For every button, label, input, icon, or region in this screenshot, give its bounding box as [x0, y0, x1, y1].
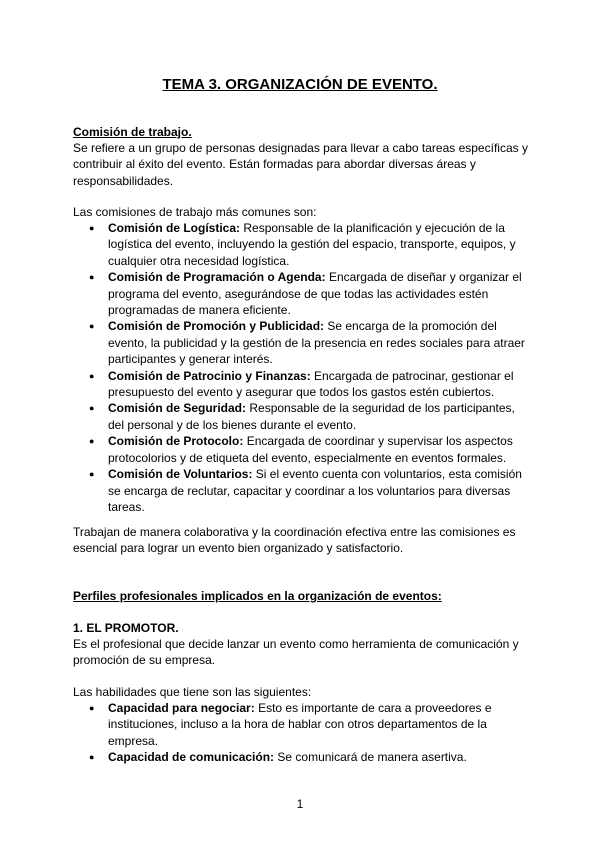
comision-list — [73, 220, 533, 515]
page-title: TEMA 3. ORGANIZACIÓN DE EVENTO. — [162, 76, 438, 93]
list-item — [73, 220, 533, 269]
list-item-term: Capacidad de comunicación: — [108, 750, 275, 765]
list-item-text: Esto es importante de cara a proveedores e instituciones, incluso a la hora de hablar con otros departamentos de la empresa. — [108, 701, 492, 748]
list-item — [73, 466, 533, 515]
page-number: 1 — [296, 797, 304, 811]
list-item-term: Comisión de Voluntarios: — [108, 467, 253, 482]
list-item — [73, 368, 533, 401]
section-heading-perfiles: Perfiles profesionales implicados en la organización de eventos: — [73, 589, 442, 603]
list-item-text: Responsable de la seguridad de los participantes, del personal y de los bienes durante el evento. — [108, 401, 515, 432]
list-item-text: Encargada de coordinar y supervisar los aspectos protocolorios y de etiqueta del evento, especialmente en eventos formales. — [108, 434, 513, 465]
list-item-text: Si el evento cuenta con voluntarios, esta comisión se encarga de reclutar, capacitar y coordinar a los voluntarios para diversas tareas. — [108, 467, 522, 514]
promotor-list — [73, 700, 533, 766]
list-item-term: Comisión de Protocolo: — [108, 434, 244, 449]
section-heading-comision: Comisión de trabajo. — [73, 125, 192, 139]
subsection-heading-promotor: 1. EL PROMOTOR. — [73, 621, 179, 635]
list-item — [73, 749, 533, 765]
list-item-text: Se comunicará de manera asertiva. — [277, 750, 467, 765]
list-item — [73, 700, 533, 749]
list-item — [73, 318, 533, 367]
comision-intro: Se refiere a un grupo de personas designadas para llevar a cabo tareas específicas y contribuir al éxito del evento. Están formadas para abordar diversas áreas y responsabilidades. — [73, 141, 528, 188]
list-item-text: Responsable de la planificación y ejecución de la logística del evento, incluyendo la gestión del espacio, transporte, equipos, y cualquier otra necesidad logística. — [108, 221, 516, 268]
list-item-term: Capacidad para negociar: — [108, 701, 255, 715]
list-item — [73, 269, 533, 318]
list-item-text: Se encarga de la promoción del evento, la publicidad y la gestión de la presencia en redes sociales para atraer participantes y generar interés. — [108, 319, 525, 367]
list-item-term: Comisión de Seguridad: — [108, 401, 247, 416]
list-item-term: Comisión de Programación o Agenda: — [108, 270, 326, 285]
list-item-text: Encargada de patrocinar, gestionar el presupuesto del evento y asegurar que todos los gastos estén cubiertos. — [108, 368, 514, 400]
comision-closing: Trabajan de manera colaborativa y la coordinación efectiva entre las comisiones es esencial para lograr un evento bien organizado y satisfactorio. — [73, 525, 516, 556]
list-item — [73, 400, 533, 433]
list-item-term: Comisión de Promoción y Publicidad: — [108, 319, 325, 334]
list-item-text: Encargada de diseñar y organizar el programa del evento, asegurándose de que todas las actividades estén programadas de manera eficiente. — [108, 270, 522, 318]
promotor-intro: Es el profesional que decide lanzar un evento como herramienta de comunicación y promoción de su empresa. — [73, 637, 519, 668]
list-item-term: Comisión de Logística: — [108, 221, 241, 235]
list-item-term: Comisión de Patrocinio y Finanzas: — [108, 368, 311, 383]
comision-list-intro: Las comisiones de trabajo más comunes son: — [73, 205, 317, 219]
promotor-list-intro: Las habilidades que tiene son las siguientes: — [73, 685, 312, 699]
list-item — [73, 433, 533, 466]
